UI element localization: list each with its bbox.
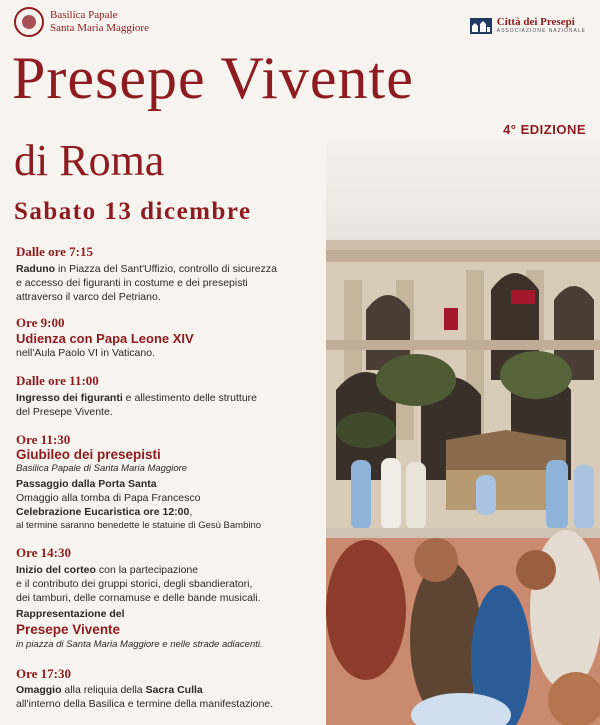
program-time: Ore 17:30 bbox=[16, 666, 71, 681]
program-time: Ore 14:30 bbox=[16, 545, 71, 560]
program-line: Inizio del corteo con la partecipazione bbox=[16, 564, 199, 576]
program-line: e il contributo dei gruppi storici, degli sbandieratori, bbox=[16, 578, 253, 590]
program-line: all'interno della Basilica e termine della manifestazione. bbox=[16, 698, 274, 710]
program-subtitle: Basilica Papale di Santa Maria Maggiore bbox=[16, 463, 188, 474]
program-line: Raduno in Piazza del Sant'Uffizio, controllo di sicurezza bbox=[16, 263, 277, 275]
partner-logo bbox=[470, 16, 586, 35]
city-skyline-icon bbox=[470, 18, 492, 34]
partner-subtitle: ASSOCIAZIONE NAZIONALE bbox=[496, 28, 586, 34]
partner-name: Città dei Presepi bbox=[496, 16, 575, 28]
basilica-photo bbox=[326, 140, 600, 725]
main-title-line2: di Roma bbox=[14, 136, 165, 185]
main-title: Presepe Vivente bbox=[12, 45, 414, 111]
program-title: Giubileo dei presepisti bbox=[16, 447, 161, 462]
program-line: nell'Aula Paolo VI in Vaticano. bbox=[16, 347, 155, 359]
sky bbox=[326, 140, 600, 240]
program-line: Omaggio alla tomba di Papa Francesco bbox=[16, 492, 201, 504]
program-line: del Presepe Vivente. bbox=[16, 406, 113, 418]
edition-label: 4° EDIZIONE bbox=[503, 122, 586, 137]
program-line: al termine saranno benedette le statuine di Gesù Bambino bbox=[16, 520, 262, 531]
program-line: e accesso dei figuranti in costume e dei presepisti bbox=[16, 277, 248, 289]
program-time: Dalle ore 11:00 bbox=[16, 373, 99, 388]
papal-seal-icon bbox=[14, 7, 44, 37]
program-title: Presepe Vivente bbox=[16, 622, 121, 637]
program-time: Ore 11:30 bbox=[16, 432, 71, 447]
program-line: Celebrazione Eucaristica ore 12:00, bbox=[16, 506, 193, 518]
program-time: Dalle ore 7:15 bbox=[16, 244, 94, 259]
basilica-name-line2: Santa Maria Maggiore bbox=[50, 22, 149, 34]
program-time: Ore 9:00 bbox=[16, 315, 65, 330]
program-line: dei tamburi, delle cornamuse e delle bande musicali. bbox=[16, 592, 261, 604]
program-line: Omaggio alla reliquia della Sacra Culla bbox=[16, 684, 203, 696]
program-line: attraverso il varco del Petriano. bbox=[16, 291, 161, 303]
program-subtitle: in piazza di Santa Maria Maggiore e nelle strade adiacenti. bbox=[16, 639, 263, 650]
event-date: Sabato 13 dicembre bbox=[14, 198, 252, 225]
program-line: Ingresso dei figuranti e allestimento delle strutture bbox=[16, 392, 257, 404]
program-line: Passaggio dalla Porta Santa bbox=[16, 478, 157, 490]
basilica-name-line1: Basilica Papale bbox=[50, 9, 118, 21]
program-line: Rappresentazione del bbox=[16, 608, 125, 620]
program-title: Udienza con Papa Leone XIV bbox=[16, 331, 194, 346]
basilica-logo bbox=[14, 7, 149, 37]
